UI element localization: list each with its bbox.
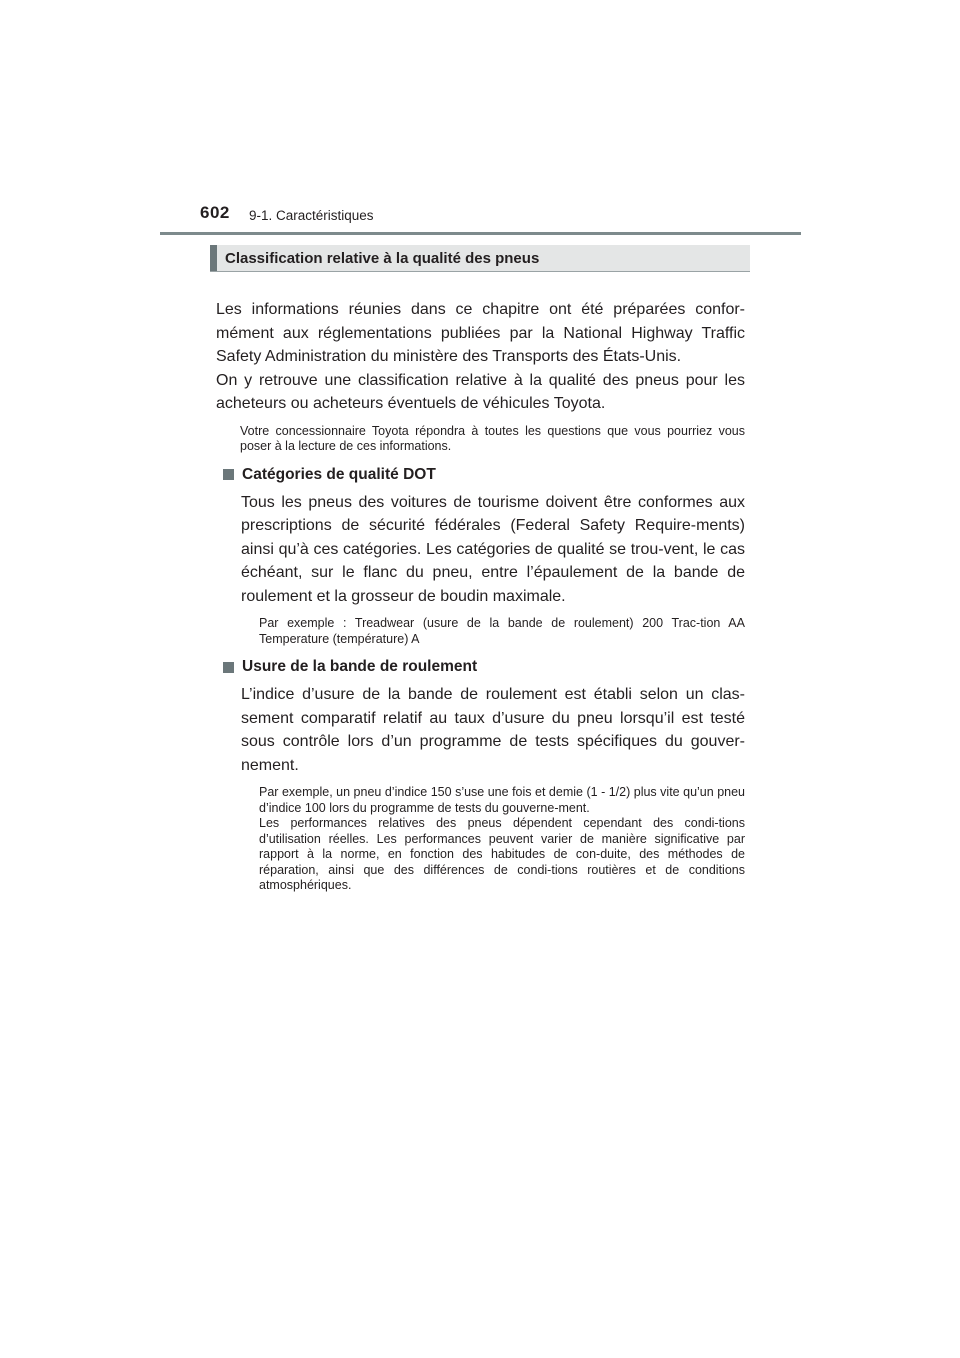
subsection-heading-treadwear: [216, 657, 745, 677]
treadwear-paragraph: L’indice d’usure de la bande de roulement est établi selon un clas-sement comparatif relatif au taux d’usure du pneu lorsqu’il est testé sous contrôle lors d’un programme de tests spécifiques du gouver-nement.: [241, 686, 745, 774]
main-content: [216, 298, 745, 894]
intro-note: Votre concessionnaire Toyota répondra à toutes les questions que vous pourriez vous poser à la lecture de ces informations.: [240, 423, 745, 453]
page-number: 602: [200, 203, 230, 222]
dot-grades-example: Par exemple : Treadwear (usure de la bande de roulement) 200 Trac-tion AA Temperature (température) A: [259, 616, 745, 646]
dot-grades-paragraph: Tous les pneus des voitures de tourisme doivent être conformes aux prescriptions de sécurité fédérales (Federal Safety Require-ments) ainsi qu’à ces catégories. Les catégories de qualité se trou-vent, le cas échéant, sur le flanc du pneu, entre l’épaulement de la bande de roulement et la grosseur de boudin maximale.: [241, 493, 745, 605]
intro-paragraph-1: Les informations réunies dans ce chapitre ont été préparées confor-mément aux réglementations publiées par la National Highway Traffic Safety Administration du ministère des Transports des États-Unis.: [216, 301, 745, 365]
treadwear-example: Par exemple, un pneu d’indice 150 s’use une fois et demie (1 - 1/2) plus vite qu’un pneu d’indice 100 lors du programme de tests du gouverne-ment.: [259, 785, 745, 815]
section-title: Classification relative à la qualité des pneus: [225, 250, 540, 267]
square-bullet-icon: [223, 662, 234, 673]
treadwear-performance-note: Les performances relatives des pneus dépendent cependant des condi-tions d’utilisation réelles. Les performances peuvent varier de manière significative par rapport à la norme, en fonction des habitudes de con-duite, des méthodes de réparation, ainsi que des différences de condi-tions routières et de conditions atmosphériques.: [259, 816, 745, 892]
intro-paragraph-2: On y retrouve une classification relative à la qualité des pneus pour les acheteurs ou acheteurs éventuels de véhicules Toyota.: [216, 371, 745, 412]
subsection-title: Usure de la bande de roulement: [242, 658, 478, 675]
subsection-title: Catégories de qualité DOT: [242, 465, 436, 483]
square-bullet-icon: [223, 469, 234, 480]
section-heading-bar: [210, 245, 750, 272]
header-rule: [160, 232, 801, 235]
chapter-title: 9-1. Caractéristiques: [249, 208, 374, 223]
section-accent: [210, 245, 217, 271]
subsection-heading-dot-grades: [216, 465, 745, 485]
